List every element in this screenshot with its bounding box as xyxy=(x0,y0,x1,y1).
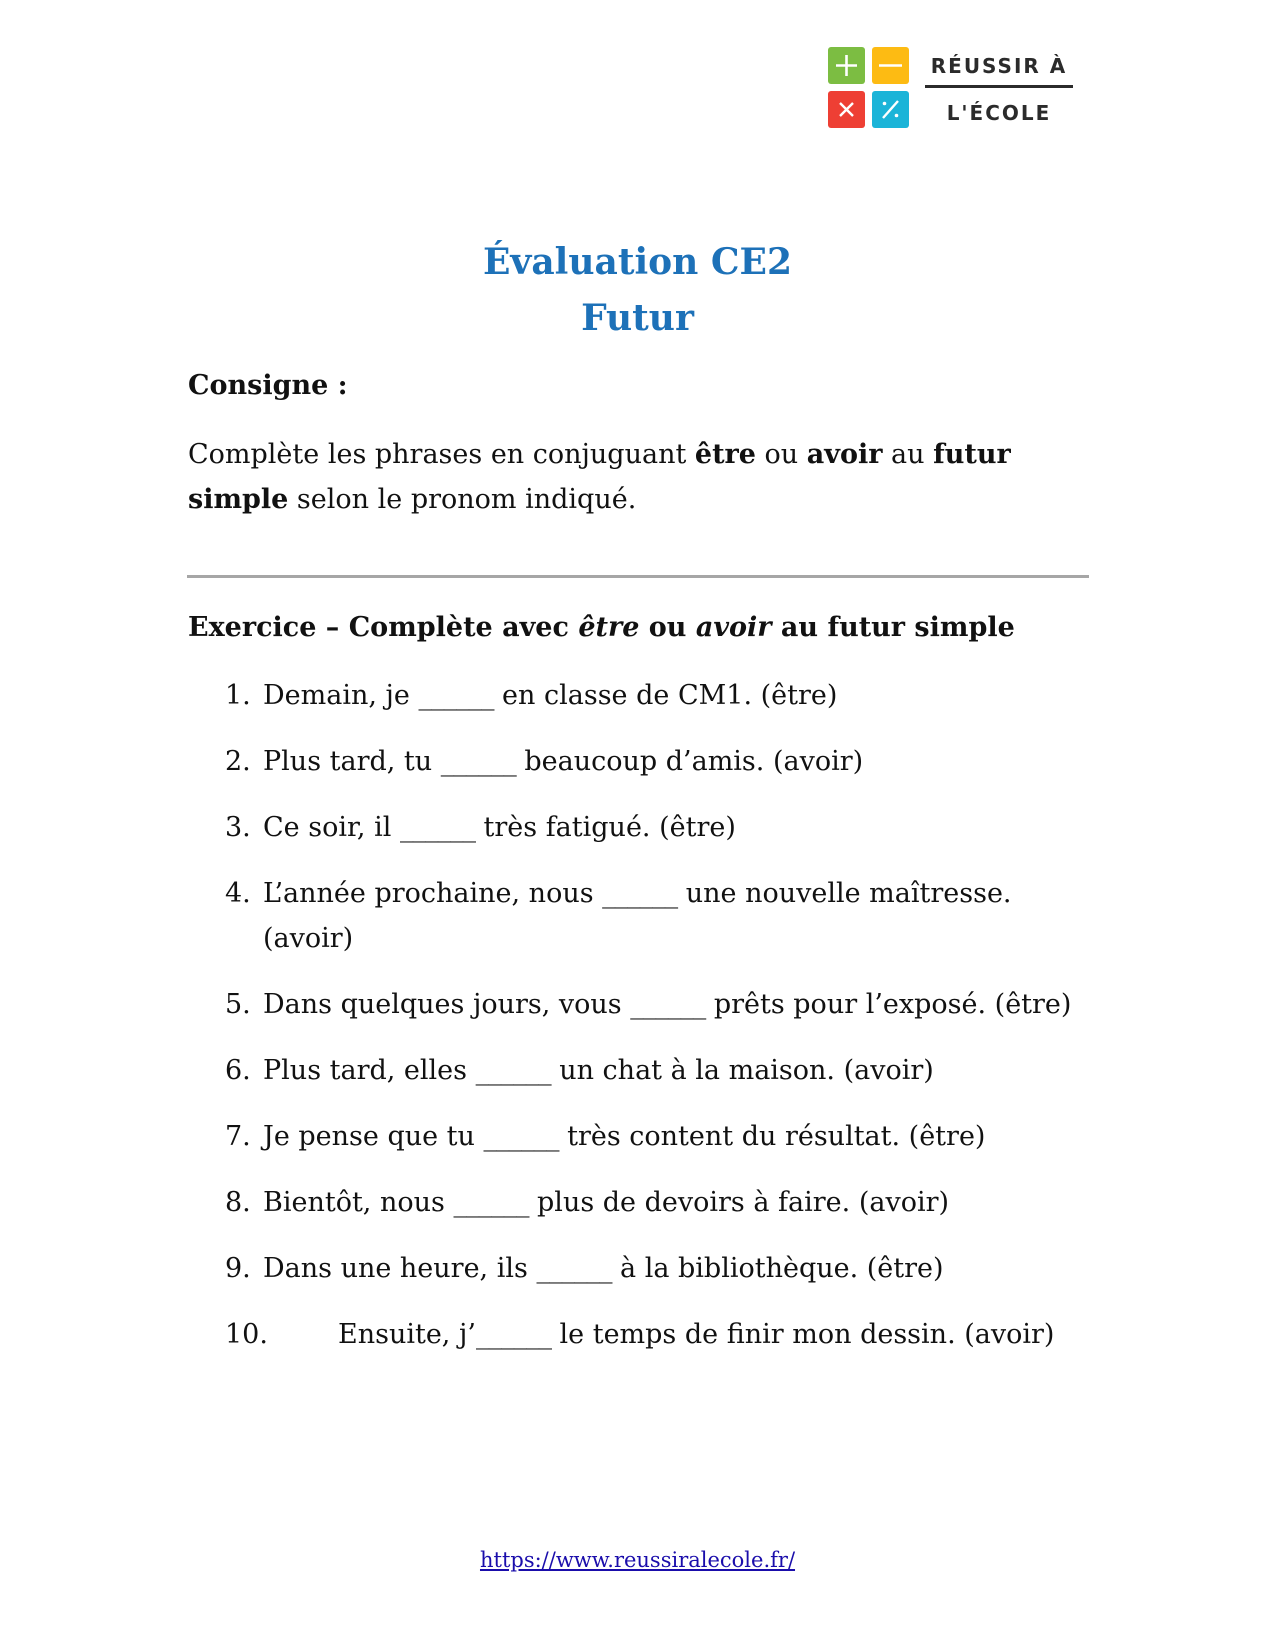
answer-blank[interactable]: ______ xyxy=(630,989,706,1020)
brand-line-1: RÉUSSIR À xyxy=(930,54,1068,78)
exercise-item xyxy=(188,805,1088,850)
exercise-item xyxy=(188,982,1088,1027)
consigne-part: selon le pronom indiqué. xyxy=(288,484,637,515)
divide-icon xyxy=(872,91,909,128)
item-text-after: le temps de finir mon dessin. (avoir) xyxy=(550,1319,1055,1350)
answer-blank[interactable]: ______ xyxy=(475,1055,551,1086)
answer-blank[interactable]: ______ xyxy=(475,1319,551,1350)
exercise-item xyxy=(188,1312,1088,1357)
consigne-part: au xyxy=(882,439,934,470)
brand-name xyxy=(925,47,1073,129)
exercise-list xyxy=(188,673,1088,1378)
item-number: 10. xyxy=(225,1319,268,1350)
exercise-item xyxy=(188,673,1088,718)
item-text-before: Demain, je xyxy=(263,680,419,711)
heading-verb: avoir xyxy=(695,612,772,643)
item-text-before: Plus tard, elles xyxy=(263,1055,476,1086)
answer-blank[interactable]: ______ xyxy=(418,680,494,711)
item-text-before: Dans une heure, ils xyxy=(263,1253,537,1284)
item-text-after: un chat à la maison. (avoir) xyxy=(550,1055,934,1086)
item-text-after: très content du résultat. (être) xyxy=(558,1121,986,1152)
answer-blank[interactable]: ______ xyxy=(399,812,475,843)
exercise-item xyxy=(188,739,1088,784)
item-text-before: Dans quelques jours, vous xyxy=(263,989,631,1020)
answer-blank[interactable]: ______ xyxy=(602,878,678,909)
consigne-keyword: futur simple xyxy=(188,439,1011,515)
consigne-keyword: être xyxy=(694,439,756,470)
times-icon xyxy=(828,91,865,128)
brand-line-2: L'ÉCOLE xyxy=(946,101,1052,125)
item-text-before: Bientôt, nous xyxy=(263,1187,454,1218)
heading-part: Exercice – Complète avec xyxy=(188,612,579,643)
heading-part: ou xyxy=(639,612,696,643)
exercise-item xyxy=(188,1180,1088,1225)
item-text-before: Plus tard, tu xyxy=(263,746,441,777)
consigne-keyword: avoir xyxy=(806,439,883,470)
answer-blank[interactable]: ______ xyxy=(453,1187,529,1218)
heading-verb: être xyxy=(578,612,640,643)
consigne-part: Complète les phrases en conjuguant xyxy=(188,439,695,470)
item-number: 7. xyxy=(225,1121,251,1152)
item-text-after: prêts pour l’exposé. (être) xyxy=(705,989,1072,1020)
item-text-after: à la bibliothèque. (être) xyxy=(611,1253,944,1284)
answer-blank[interactable]: ______ xyxy=(440,746,516,777)
item-text-after: très fatigué. (être) xyxy=(474,812,736,843)
section-divider xyxy=(187,575,1089,578)
item-text-after: plus de devoirs à faire. (avoir) xyxy=(528,1187,950,1218)
answer-blank[interactable]: ______ xyxy=(536,1253,612,1284)
exercise-item xyxy=(188,1114,1088,1159)
item-number: 8. xyxy=(225,1187,251,1218)
site-logo xyxy=(828,47,1078,129)
item-text-after: une nouvelle maîtresse. (avoir) xyxy=(263,878,1012,954)
plus-icon xyxy=(828,47,865,84)
item-text-after: beaucoup d’amis. (avoir) xyxy=(515,746,864,777)
consigne-heading: Consigne : xyxy=(188,370,348,401)
heading-part: au futur simple xyxy=(771,612,1015,643)
item-text-before: Ensuite, j’ xyxy=(338,1319,476,1350)
item-text-before: L’année prochaine, nous xyxy=(263,878,603,909)
item-number: 9. xyxy=(225,1253,251,1284)
consigne-text xyxy=(188,432,1048,522)
brand-divider xyxy=(925,85,1073,88)
exercise-item xyxy=(188,1246,1088,1291)
item-text-before: Ce soir, il xyxy=(263,812,400,843)
item-number: 3. xyxy=(225,812,251,843)
exercise-item xyxy=(188,871,1088,961)
page-footer xyxy=(0,1548,1275,1572)
title-line-1: Évaluation CE2 xyxy=(482,241,793,283)
website-link[interactable]: https://www.reussiralecole.fr/ xyxy=(479,1548,796,1572)
item-number: 5. xyxy=(225,989,251,1020)
logo-tiles xyxy=(828,47,910,129)
item-number: 4. xyxy=(225,878,251,909)
item-text-after: en classe de CM1. (être) xyxy=(493,680,838,711)
exercise-heading xyxy=(188,612,1015,643)
item-number: 2. xyxy=(225,746,251,777)
consigne-part: ou xyxy=(755,439,807,470)
item-number: 6. xyxy=(225,1055,251,1086)
page-title xyxy=(0,234,1275,346)
exercise-item xyxy=(188,1048,1088,1093)
minus-icon xyxy=(872,47,909,84)
item-number: 1. xyxy=(225,680,251,711)
title-line-2: Futur xyxy=(581,297,694,339)
answer-blank[interactable]: ______ xyxy=(483,1121,559,1152)
item-text-before: Je pense que tu xyxy=(263,1121,484,1152)
